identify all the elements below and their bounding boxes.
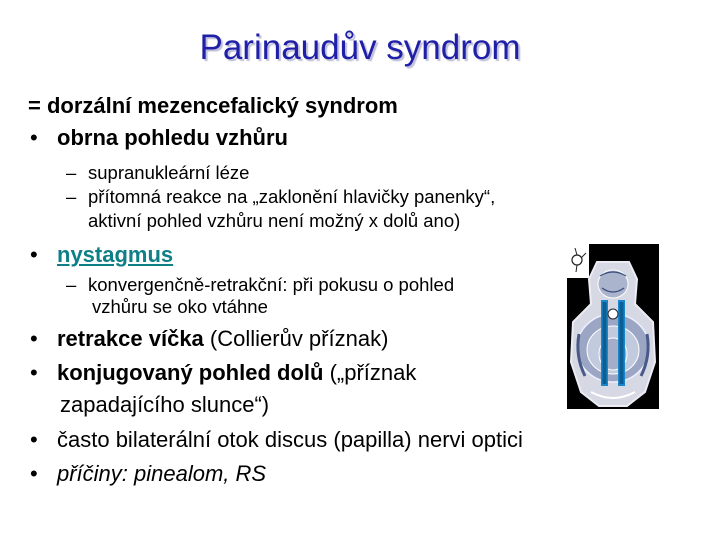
- conjugate-bold: konjugovaný pohled dolů: [57, 360, 324, 385]
- nystagmus-link[interactable]: nystagmus: [57, 242, 174, 267]
- midbrain-illustration: [567, 244, 659, 409]
- definition-line: = dorzální mezencefalický syndrom: [28, 93, 398, 118]
- slide-title: Parinaudův syndrom: [199, 28, 521, 67]
- aqueduct: [608, 309, 618, 319]
- retraction-bold: retrakce víčka: [57, 326, 204, 351]
- bullet-icon: •: [30, 427, 38, 452]
- bullet-icon: •: [30, 125, 38, 150]
- sub-item-doll-head-line1: přítomná reakce na „zaklonění hlavičky panenky“,: [88, 186, 496, 207]
- bullet-icon: •: [30, 242, 38, 267]
- conjugate-gaze-item: [57, 360, 416, 386]
- papilla-item: často bilaterální otok discus (papilla) nervi optici: [57, 427, 523, 452]
- sub-item-convergence-line1: konvergenčně-retrakční: při pokusu o pohled: [88, 274, 455, 295]
- dash-icon: –: [66, 186, 77, 207]
- retraction-rest: (Collierův příznak): [203, 326, 389, 351]
- conjugate-gaze-line2: zapadajícího slunce“): [60, 392, 270, 417]
- sub-item-doll-head-line2: aktivní pohled vzhůru není možný x dolů ano): [88, 210, 461, 231]
- sub-item-lesion: supranukleární léze: [88, 162, 250, 183]
- bullet-icon: •: [30, 461, 38, 486]
- gaze-palsy-item: obrna pohledu vzhůru: [57, 125, 288, 150]
- retraction-item: [57, 326, 388, 352]
- causes-item: příčiny: pinealom, RS: [57, 461, 267, 486]
- dash-icon: –: [66, 274, 77, 295]
- conjugate-rest: („příznak: [323, 360, 417, 385]
- bullet-icon: •: [30, 360, 38, 385]
- sub-item-convergence-line2: vzhůru se oko vtáhne: [92, 296, 268, 317]
- dash-icon: –: [66, 162, 77, 183]
- bullet-icon: •: [30, 326, 38, 351]
